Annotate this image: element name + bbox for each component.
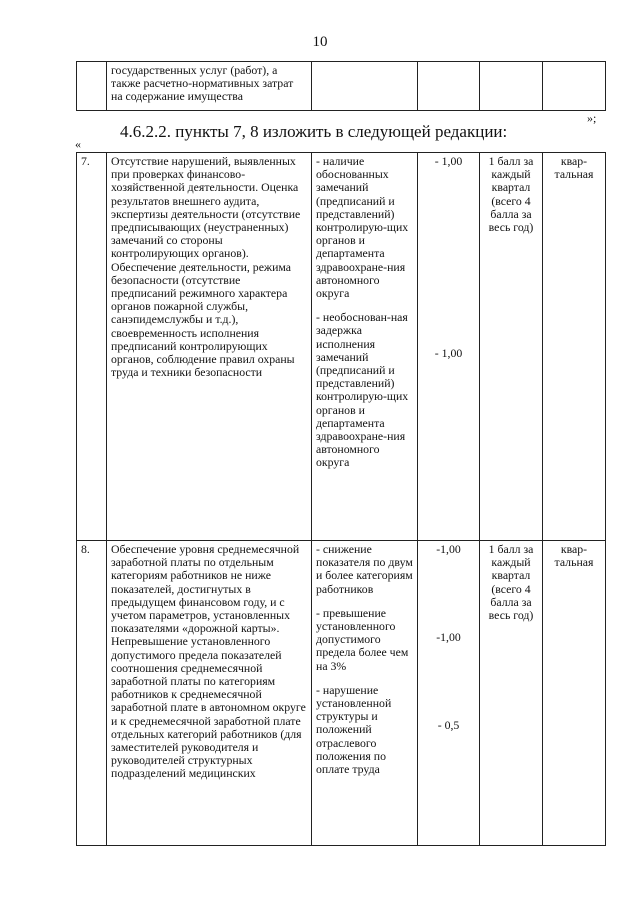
page-number: 10 <box>312 34 328 50</box>
row-number: 8. <box>77 541 107 846</box>
row-points <box>418 153 480 541</box>
row-criteria <box>312 153 418 541</box>
row-description: Отсутствие нарушений, выявленных при проверках финансово-хозяйственной деятельности. Оценка результатов внешнего аудита, экспертизы деятельности (отсутствие предписывающих (неустраненных) замечаний со стороны контролирующих органов). Обеспечение деятельности, режима безопасности (отсутствие предписаний режимного характера органов пожарной службы, санэпидемслужбы и т.д.), своевременность исполнения предписаний контролирующих органов, соблюдение правил охраны труда и техники безопасности <box>107 153 312 541</box>
criterion: - нарушение установленной структуры и положений отраслевого положения по оплате труда <box>316 682 392 777</box>
row-max-score: 1 балл за каждый квартал (всего 4 балла за весь год) <box>480 153 543 541</box>
points-value: - 1,00 <box>434 346 463 361</box>
table-cell <box>312 62 418 111</box>
row-period: квар-тальная <box>543 153 606 541</box>
criterion: - необоснован-ная задержка исполнения замечаний (предписаний и представлений) контролирую-щих органов и департамента здравоохране-ния автономного округа <box>316 310 409 470</box>
points-value: -1,00 <box>436 542 461 556</box>
opening-quote: « <box>75 137 81 151</box>
table-row <box>77 153 606 541</box>
criterion: - снижение показателя по двум и более категориям работников <box>316 542 413 596</box>
row-max-score: 1 балл за каждый квартал (всего 4 балла за весь год) <box>480 541 543 846</box>
amendment-heading: 4.6.2.2. пункты 7, 8 изложить в следующей редакции: <box>120 122 508 141</box>
table-cell-text: государственных услуг (работ), а также расчетно-нормативных затрат на содержание имущества <box>107 62 312 111</box>
row-description: Обеспечение уровня среднемесячной заработной платы по отдельным категориям работников не ниже показателей, достигнутых в предыдущем финансовом году, и с учетом параметров, установленных показателями «дорожной карты». Непревышение установленного допустимого предела показателей соотношения среднемесячной заработной платы по категориям работников к среднемесячной заработной плате в автономном округе и к среднемесячной заработной плате отдельных категорий работников (для заместителей руководителя и руководителей структурных подразделений медицинских <box>107 541 312 846</box>
points-value: -1,00 <box>436 630 461 645</box>
criterion: - наличие обоснованных замечаний (предписаний и представлений) контролирую-щих органов и департамента здравоохране-ния автономного округа <box>316 154 409 301</box>
points-value: - 0,5 <box>437 718 460 733</box>
criterion: - превышение установленного допустимого предела более чем на 3% <box>316 605 409 673</box>
table-cell <box>418 62 480 111</box>
table-cell <box>480 62 543 111</box>
closing-quote: »; <box>587 111 597 125</box>
criteria-table <box>76 152 606 846</box>
table-row <box>77 541 606 846</box>
row-number: 7. <box>77 153 107 541</box>
previous-table-fragment <box>76 61 606 111</box>
table-row <box>77 62 606 111</box>
points-value: - 1,00 <box>434 154 463 168</box>
row-criteria <box>312 541 418 846</box>
row-points <box>418 541 480 846</box>
row-period: квар-тальная <box>543 541 606 846</box>
table-cell <box>77 62 107 111</box>
table-cell <box>543 62 606 111</box>
